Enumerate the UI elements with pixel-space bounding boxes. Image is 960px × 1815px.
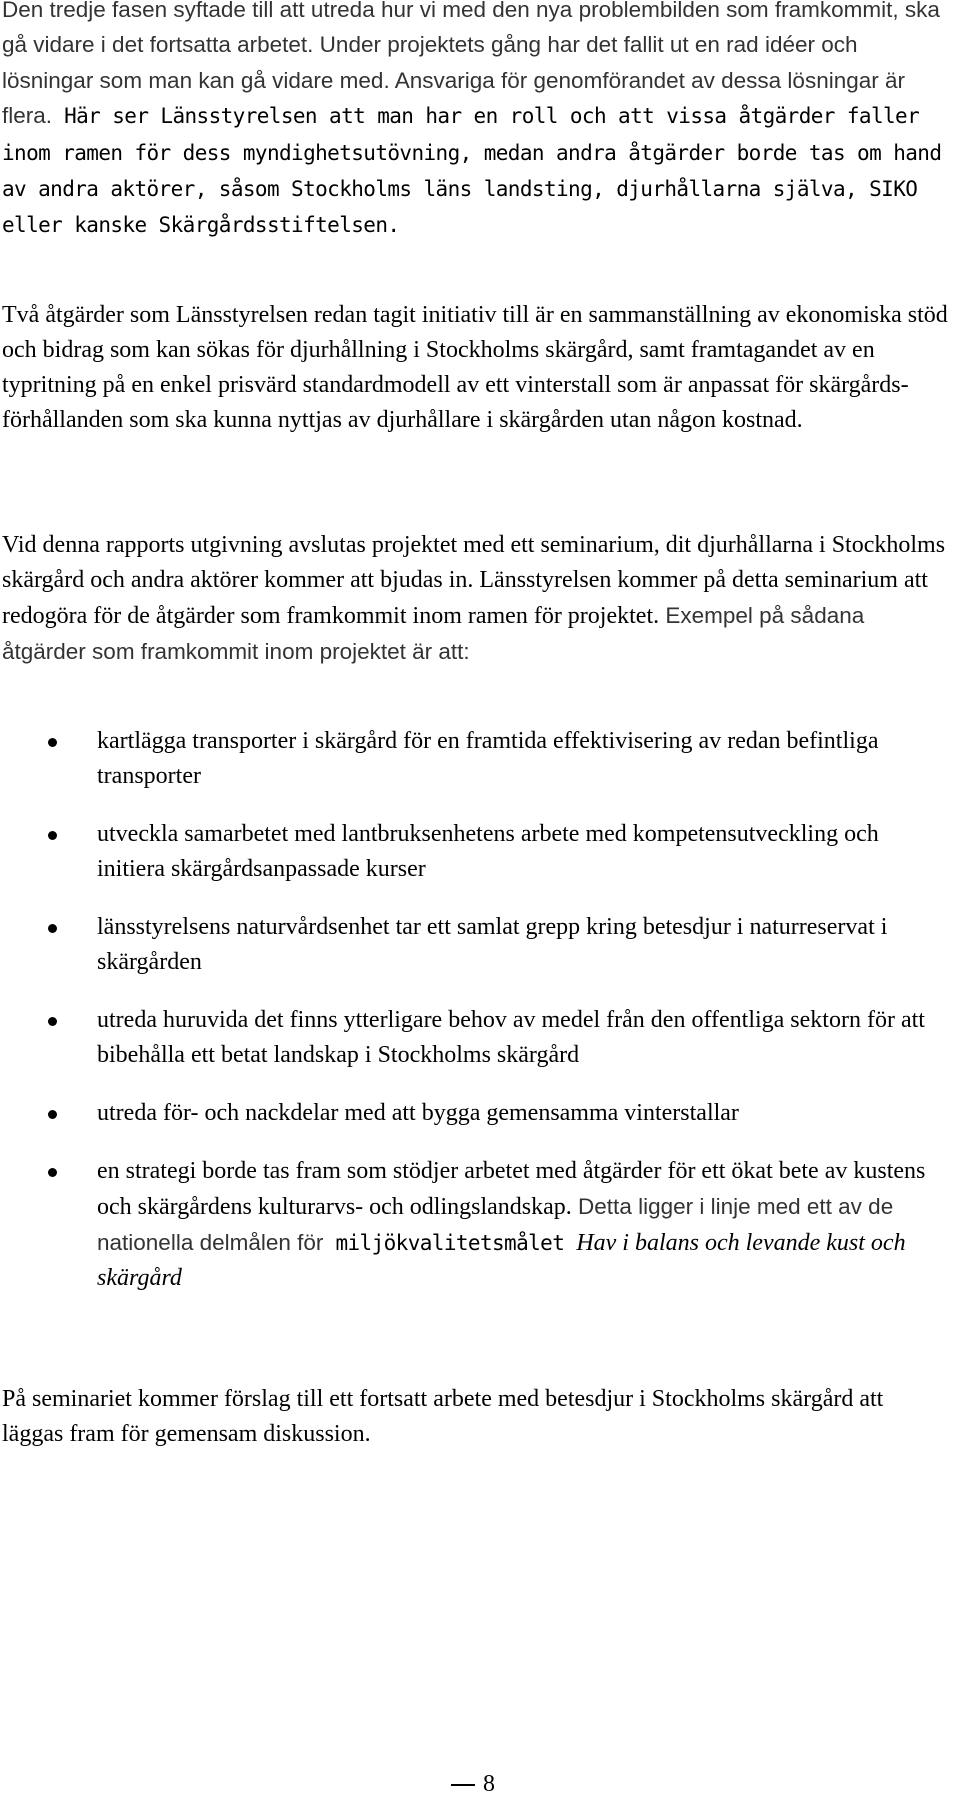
list-item-text: utreda huruvida det finns ytterligare behov av medel från den offentliga sektorn för att bibehålla ett betat landskap i Stockholms skärgård — [97, 1007, 925, 1068]
list-item-text-mono: miljökvalitetsmålet — [323, 1231, 577, 1255]
list-item-text: länsstyrelsens naturvårdsenhet tar ett samlat grepp kring betesdjur i naturreservat i skärgården — [97, 914, 888, 975]
bullet-icon — [48, 1168, 57, 1177]
page-number-dash — [451, 1784, 475, 1786]
paragraph-two-measures: Två åtgärder som Länsstyrelsen redan tagit initiativ till är en sammanställning av ekonomiska stöd och bidrag som kan sökas för djurhållning i Stockholms skärgård, samt framtagandet av en typritning på en enkel prisvärd standardmodell av ett vinterstall som är anpassat för skärgårdsförhållanden som ska kunna nyttjas av djurhållare i skärgården utan någon kostnad. — [2, 302, 948, 433]
bullet-icon — [48, 1110, 57, 1119]
paragraph-seminar — [2, 528, 950, 670]
page-number-value: 8 — [483, 1771, 495, 1797]
list-item-text-sans: Detta ligger i linje med ett av de nationella delmålen för — [97, 1194, 894, 1255]
list-item-text: kartlägga transporter i skärgård för en framtida effektivisering av redan befintliga transporter — [97, 728, 879, 789]
list-item-text: utreda för- och nackdelar med att bygga gemensamma vinterstallar — [97, 1100, 739, 1126]
paragraph-third-phase — [2, 0, 950, 244]
paragraph-seminar-serif: Vid denna rapports utgivning avslutas projektet med ett seminarium, dit djurhållarna i Stockholms skärgård och andra aktörer kommer att bjudas in. Länsstyrelsen kommer på detta seminarium att redogöra för de åtgärder som framkommit inom ramen för projektet. — [2, 532, 946, 629]
paragraph-seminar-sans: Exempel på sådana åtgärder som framkommit inom projektet är att: — [2, 603, 865, 664]
bullet-icon — [48, 1017, 57, 1026]
environmental-goal-title: Hav i balans och levande kust och skärgård — [97, 1230, 906, 1291]
page-number — [451, 1767, 495, 1802]
paragraph-third-phase-sans: Den tredje fasen syftade till att utreda hur vi med den nya problembilden som framkommit, ska gå vidare i det fortsatta arbetet. Under projektets gång har det fallit ut en rad idéer och lösningar som man kan gå vidare med. Ansvariga för genomförandet av dessa lösningar är flera. — [2, 0, 940, 129]
bullet-icon — [48, 738, 57, 747]
list-item — [2, 910, 950, 980]
bullet-icon — [48, 924, 57, 933]
list-item-text: utveckla samarbetet med lantbruksenhetens arbete med kompetensutveckling och initiera skärgårdsanpassade kurser — [97, 821, 879, 882]
measures-list — [2, 724, 950, 1319]
list-item — [2, 1154, 950, 1296]
list-item — [2, 1003, 950, 1073]
list-item-text-serif: en strategi borde tas fram som stödjer arbetet med åtgärder för ett ökat bete av kustens och skärgårdens kulturarvs- och odlingslandskap. — [97, 1158, 926, 1220]
bullet-icon — [48, 831, 57, 840]
list-item — [2, 724, 950, 794]
paragraph-third-phase-mono: Här ser Länsstyrelsen att man har en roll och att vissa åtgärder faller inom ramen för dess myndighetsutövning, medan andra åtgärder borde tas om hand av andra aktörer, såsom Stockholms läns landsting, djurhållarna själva, SIKO eller kanske Skärgårdsstiftelsen. — [2, 104, 942, 238]
paragraph-closing: På seminariet kommer förslag till ett fortsatt arbete med betesdjur i Stockholms skärgård att läggas fram för gemensam diskussion. — [2, 1386, 884, 1447]
list-item — [2, 817, 950, 887]
list-item — [2, 1096, 950, 1131]
